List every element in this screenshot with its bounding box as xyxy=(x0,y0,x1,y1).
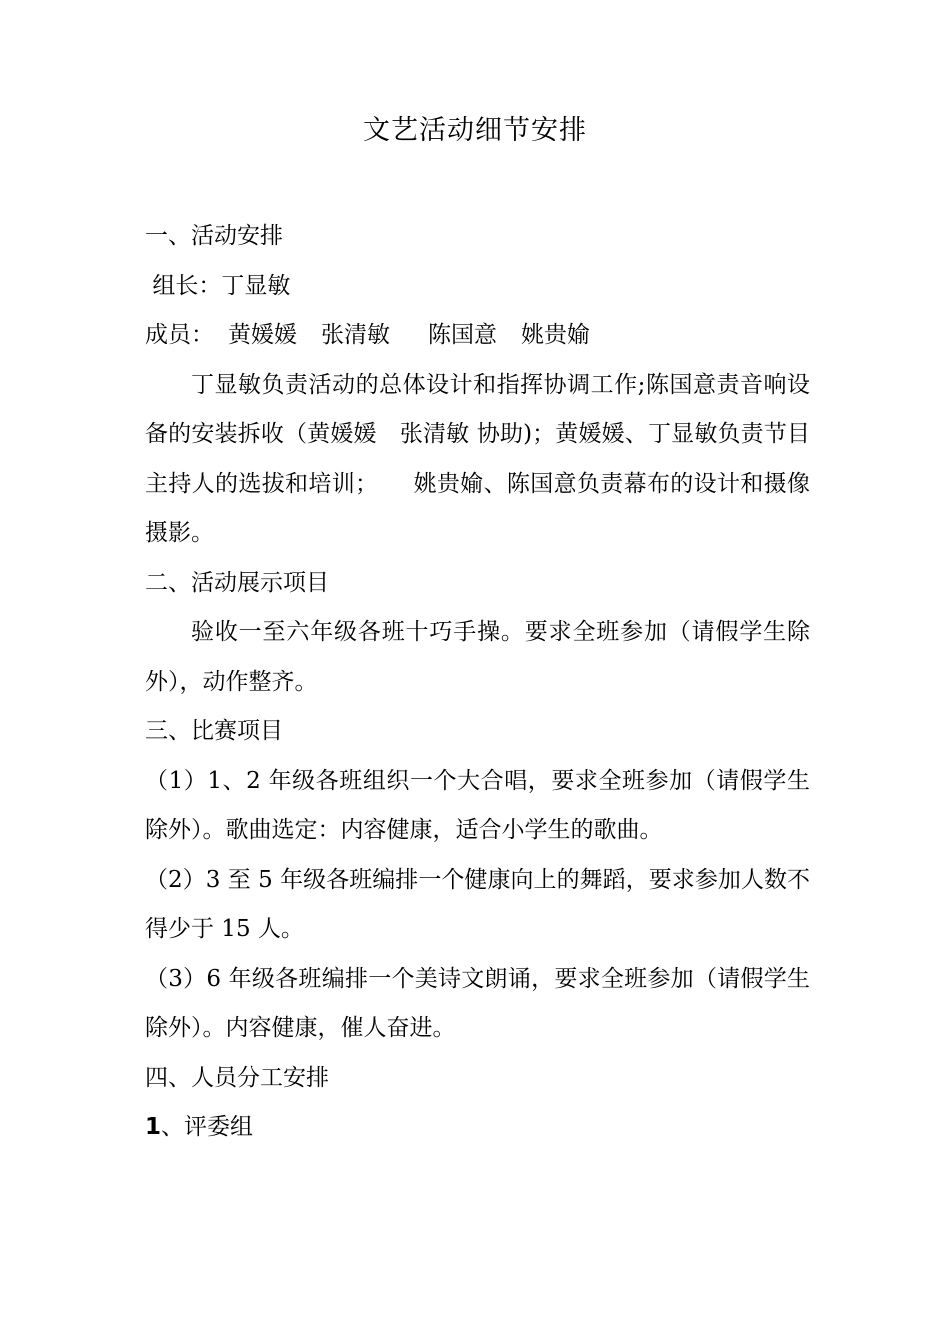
member-name: 陈国意 xyxy=(428,322,497,348)
competition-item-2: （2）3 至 5 年级各班编排一个健康向上的舞蹈，要求参加人数不得少于 15 人。 xyxy=(145,866,810,942)
section1-duties: 丁显敏负责活动的总体设计和指挥协调工作;陈国意责音响设备的安装拆收（黄媛媛 张清敏 协助)；黄媛媛、丁显敏负责节目主持人的选拔和培训； 姚贵媮、陈国意负责幕布的设计和摄像摄影。 xyxy=(145,371,810,546)
section1-heading: 一、活动安排 xyxy=(145,223,283,249)
sub1-number: 1 xyxy=(145,1114,162,1140)
competition-item-1: （1）1、2 年级各班组织一个大合唱，要求全班参加（请假学生除外）。歌曲选定：内容健康，适合小学生的歌曲。 xyxy=(145,767,810,843)
member-name: 张清敏 xyxy=(321,322,390,348)
section2-heading: 二、活动展示项目 xyxy=(145,569,329,596)
leader-line xyxy=(145,262,810,312)
members-label: 成员： xyxy=(145,322,214,348)
document-body xyxy=(145,212,810,1153)
members-line xyxy=(145,311,810,361)
section2-text: 验收一至六年级各班十巧手操。要求全班参加（请假学生除外），动作整齐。 xyxy=(145,619,810,695)
member-name: 姚贵媮 xyxy=(521,322,590,348)
sub1-text: 、评委组 xyxy=(161,1114,254,1140)
section4-sub1 xyxy=(145,1103,810,1153)
member-name: 黄媛媛 xyxy=(228,322,297,348)
leader-text: 组长：丁显敏 xyxy=(152,272,291,299)
section4-heading: 四、人员分工安排 xyxy=(145,1064,329,1091)
section3-heading: 三、比赛项目 xyxy=(145,718,283,744)
competition-item-3: （3）6 年级各班编排一个美诗文朗诵，要求全班参加（请假学生除外）。内容健康，催人奋进。 xyxy=(145,965,810,1041)
document-title: 文艺活动细节安排 xyxy=(363,115,587,146)
